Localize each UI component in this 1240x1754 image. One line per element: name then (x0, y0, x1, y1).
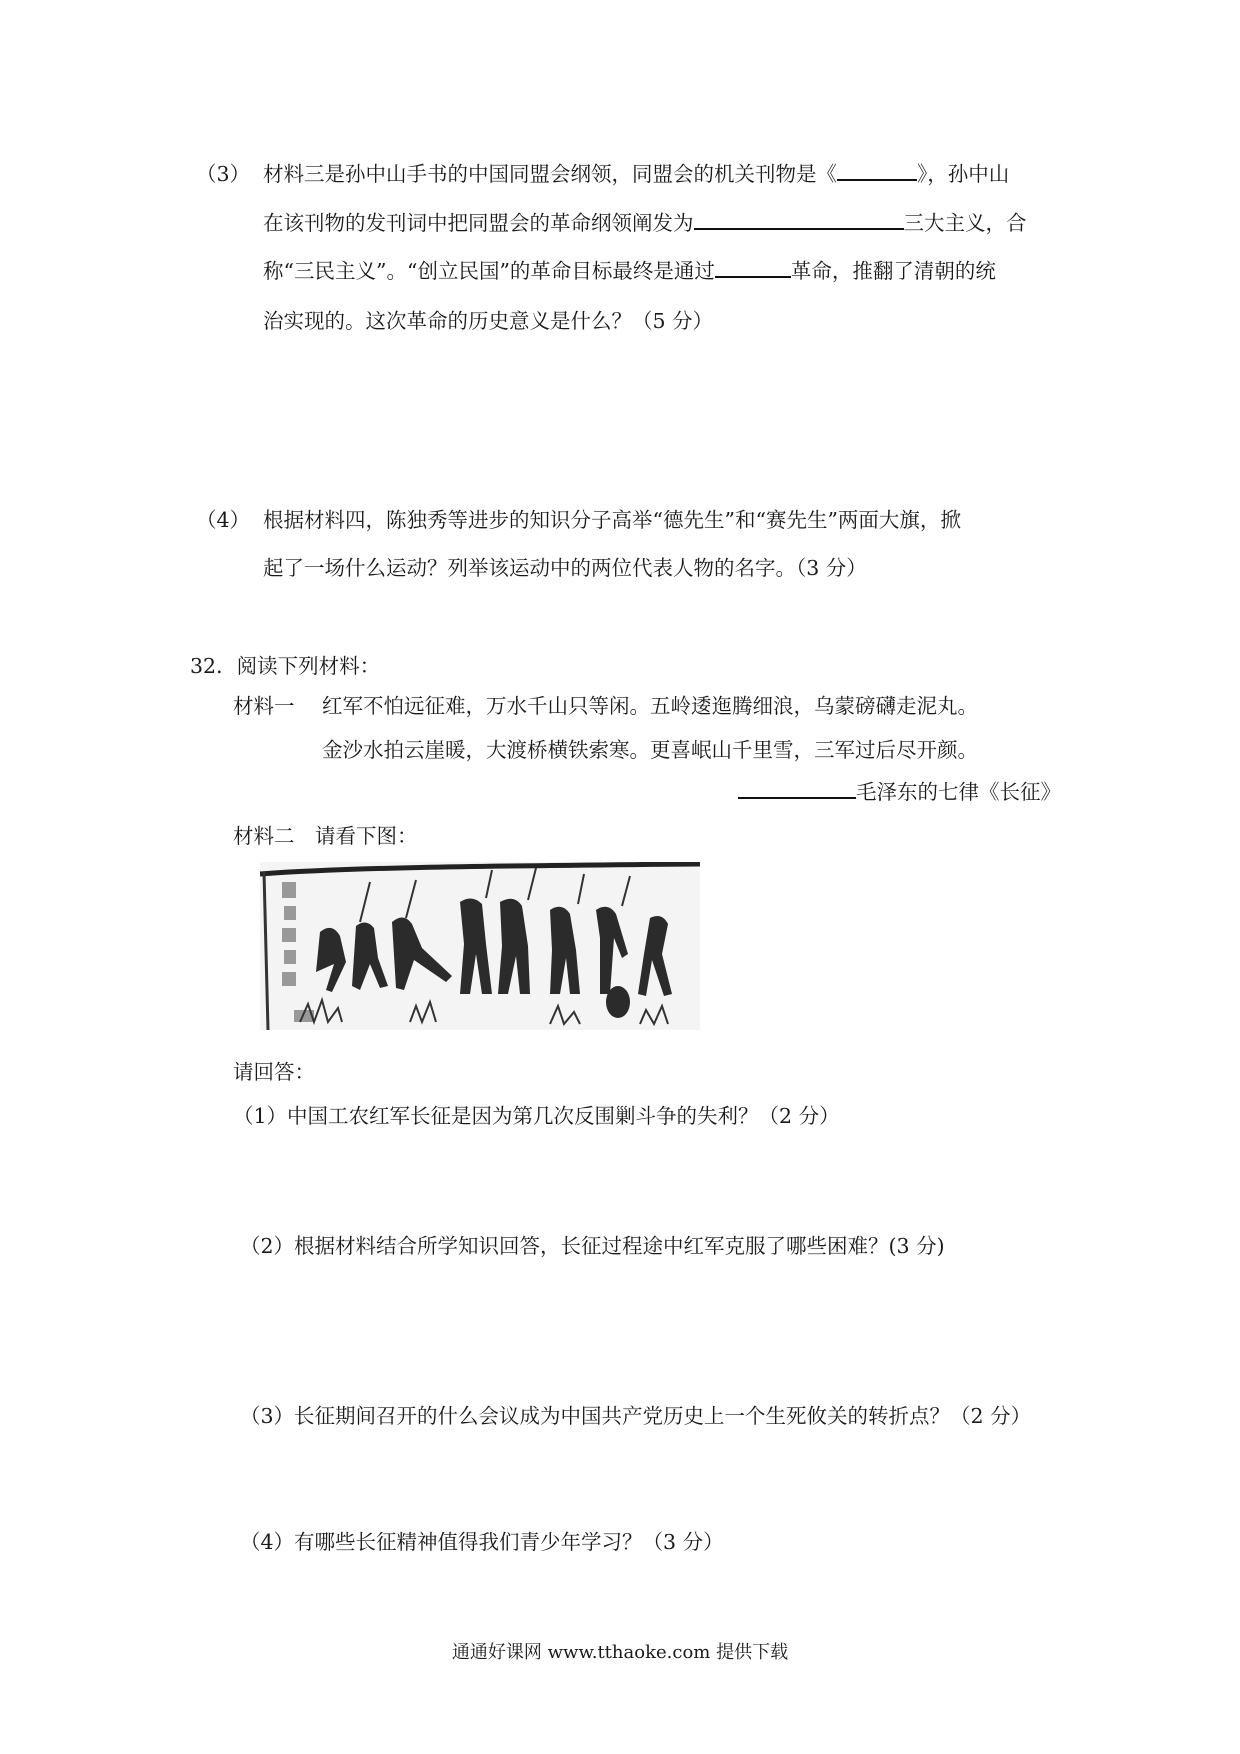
q31-3-line-2-text-a: 在该刊物的发刊词中把同盟会的革命纲领阐发为 (263, 211, 694, 235)
poem-line-2: 金沙水拍云崖暖，大渡桥横铁索寒。更喜岷山千里雪，三军过后尽开颜。 (322, 738, 978, 762)
poem-source (738, 778, 1061, 806)
poem-line-1: 红军不怕远征难，万水千山只等闲。五岭逶迤腾细浪，乌蒙磅礴走泥丸。 (322, 694, 978, 718)
q31-3-line-3-text-a: 称“三民主义”。“创立民国”的革命目标最终是通过 (263, 259, 715, 283)
q31-3-line-1-text-a: 材料三是孙中山手书的中国同盟会纲领，同盟会的机关刊物是《 (263, 162, 837, 186)
q31-4-line-1: 根据材料四，陈独秀等进步的知识分子高举“德先生”和“赛先生”两面大旗，掀 (263, 508, 961, 532)
q31-4-number: （4） (196, 508, 251, 532)
poem-source-text: 毛泽东的七律《长征》 (856, 780, 1061, 804)
q31-3-line-1-text-b: 》，孙中山 (917, 162, 1010, 186)
footer-source-note: 通通好课网 www.tthaoke.com 提供下载 (451, 1642, 789, 1663)
q32-title: 32．阅读下列材料： (190, 654, 381, 678)
long-march-woodcut-image (260, 862, 700, 1030)
q32-sub-1: （1）中国工农红军长征是因为第几次反围剿斗争的失利？（2 分） (233, 1104, 840, 1128)
three-principles-blank[interactable] (694, 210, 904, 230)
material-2-label: 材料二 请看下图： (233, 824, 418, 848)
journal-name-blank[interactable] (837, 161, 917, 181)
q31-4-line-2: 起了一场什么运动？列举该运动中的两位代表人物的名字。（3 分） (263, 556, 867, 580)
q32-sub-3: （3）长征期间召开的什么会议成为中国共产党历史上一个生死攸关的转折点？（2 分） (240, 1404, 1032, 1428)
q31-3-line-3-text-b: 革命，推翻了清朝的统 (790, 259, 996, 283)
answer-prompt: 请回答： (233, 1060, 315, 1084)
q32-sub-4: （4）有哪些长征精神值得我们青少年学习？（3 分） (240, 1530, 724, 1554)
q31-3-line-3 (263, 257, 996, 285)
q31-3-number: （3） (196, 162, 251, 186)
revolution-name-blank[interactable] (715, 258, 791, 278)
q31-3-line-1 (263, 160, 1009, 188)
q32-sub-2: （2）根据材料结合所学知识回答，长征过程途中红军克服了哪些困难？(3 分) (240, 1234, 945, 1258)
q31-3-line-4: 治实现的。这次革命的历史意义是什么？（5 分） (263, 309, 714, 333)
q31-3-line-2 (263, 209, 1027, 237)
material-1-label: 材料一 (233, 694, 295, 718)
q31-3-line-2-text-b: 三大主义，合 (903, 211, 1027, 235)
poem-source-blank[interactable] (738, 779, 856, 799)
